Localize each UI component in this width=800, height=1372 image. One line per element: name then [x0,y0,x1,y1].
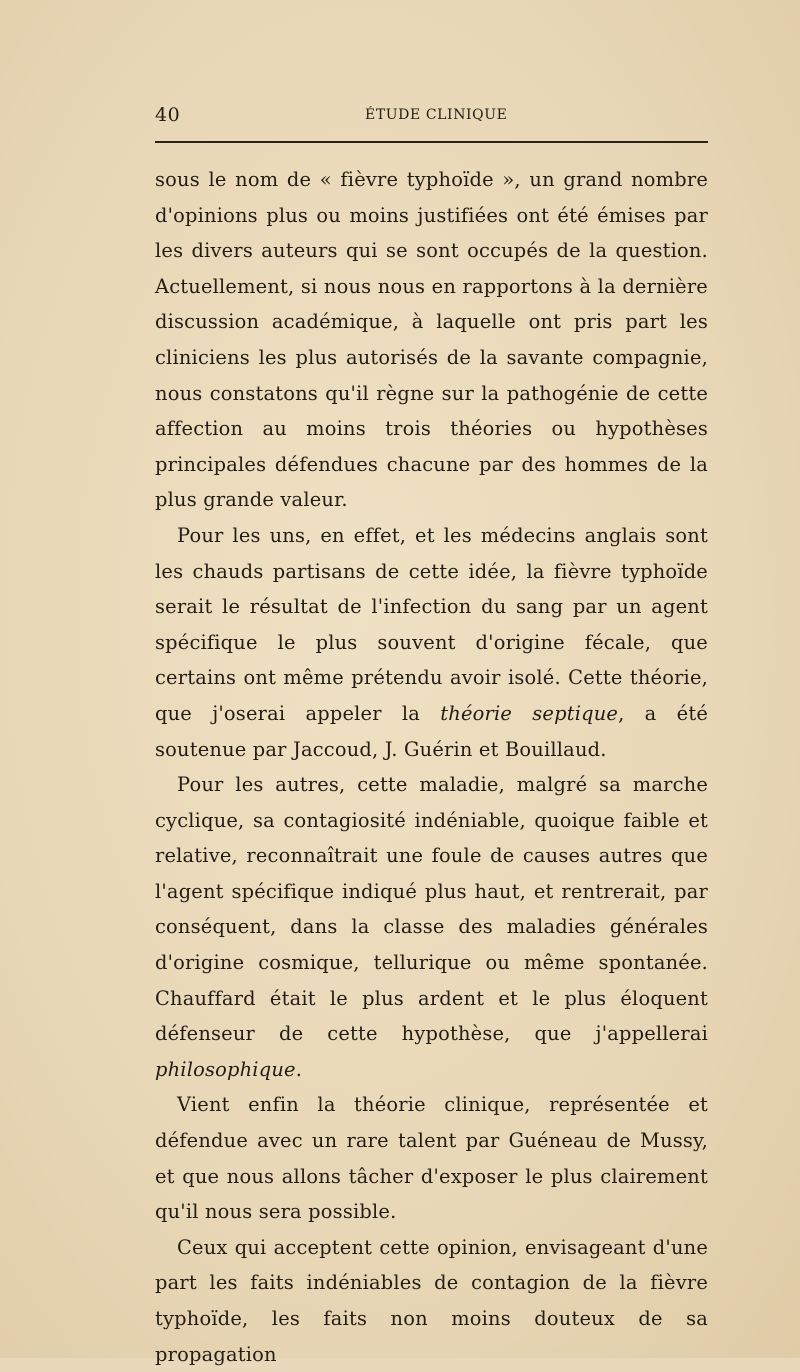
paragraph-2-text-a: Pour les uns, en effet, et les médecins anglais sont les chauds partisans de cette idée, la fièvre typhoïde serait le résultat de l'infection du sang par un agent spécifique le plus souvent d'origine fécale, que certains ont même prétendu avoir isolé. Cette théorie, que j'oserai appeler la [155,523,708,725]
paragraph-2-text-b: , a été soutenue par Jaccoud, J. Guérin et Bouillaud. [155,701,708,761]
paragraph-3-text-a: Pour les autres, cette maladie, malgré sa marche cyclique, sa contagiosité indéniable, quoique faible et relative, reconnaîtrait une foule de causes autres que l'agent spécifique indiqué plus haut, et rentrerait, par conséquent, dans la classe des maladies générales d'origine cosmique, tellurique ou même spontanée. Chauffard était le plus ardent et le plus éloquent défenseur de cette hypothèse, que j'appellerai [155,773,708,1046]
emphasis-theorie-septique: théorie septique [440,701,619,725]
header-rule [155,141,708,143]
paragraph-3 [155,767,708,1087]
paragraph-5-text: Ceux qui acceptent cette opinion, envisageant d'une part les faits indéniables de contagion de la fièvre typhoïde, les faits non moins douteux de sa propagation [155,1235,708,1366]
paragraph-3-text-b: . [295,1057,303,1081]
paragraph-1 [155,162,708,518]
paragraph-5 [155,1230,708,1372]
running-head: ÉTUDE CLINIQUE [365,107,508,123]
page-header [155,104,708,126]
paragraph-4 [155,1087,708,1229]
paragraph-2 [155,518,708,767]
emphasis-philosophique: philosophique [155,1057,296,1081]
paragraph-1-text: sous le nom de « fièvre typhoïde », un grand nombre d'opinions plus ou moins justifiées ont été émises par les divers auteurs qui se sont occupés de la question. Actuellement, si nous nous en rapportons à la dernière discussion académique, à laquelle ont pris part les cliniciens les plus autorisés de la savante compagnie, nous constatons qu'il règne sur la pathogénie de cette affection au moins trois théories ou hypothèses principales défendues chacune par des hommes de la plus grande valeur. [155,168,708,512]
paragraph-4-text: Vient enfin la théorie clinique, représentée et défendue avec un rare talent par Guéneau de Mussy, et que nous allons tâcher d'exposer le plus clairement qu'il nous sera possible. [155,1093,708,1224]
page-number: 40 [155,104,181,126]
body-text [155,162,708,1372]
